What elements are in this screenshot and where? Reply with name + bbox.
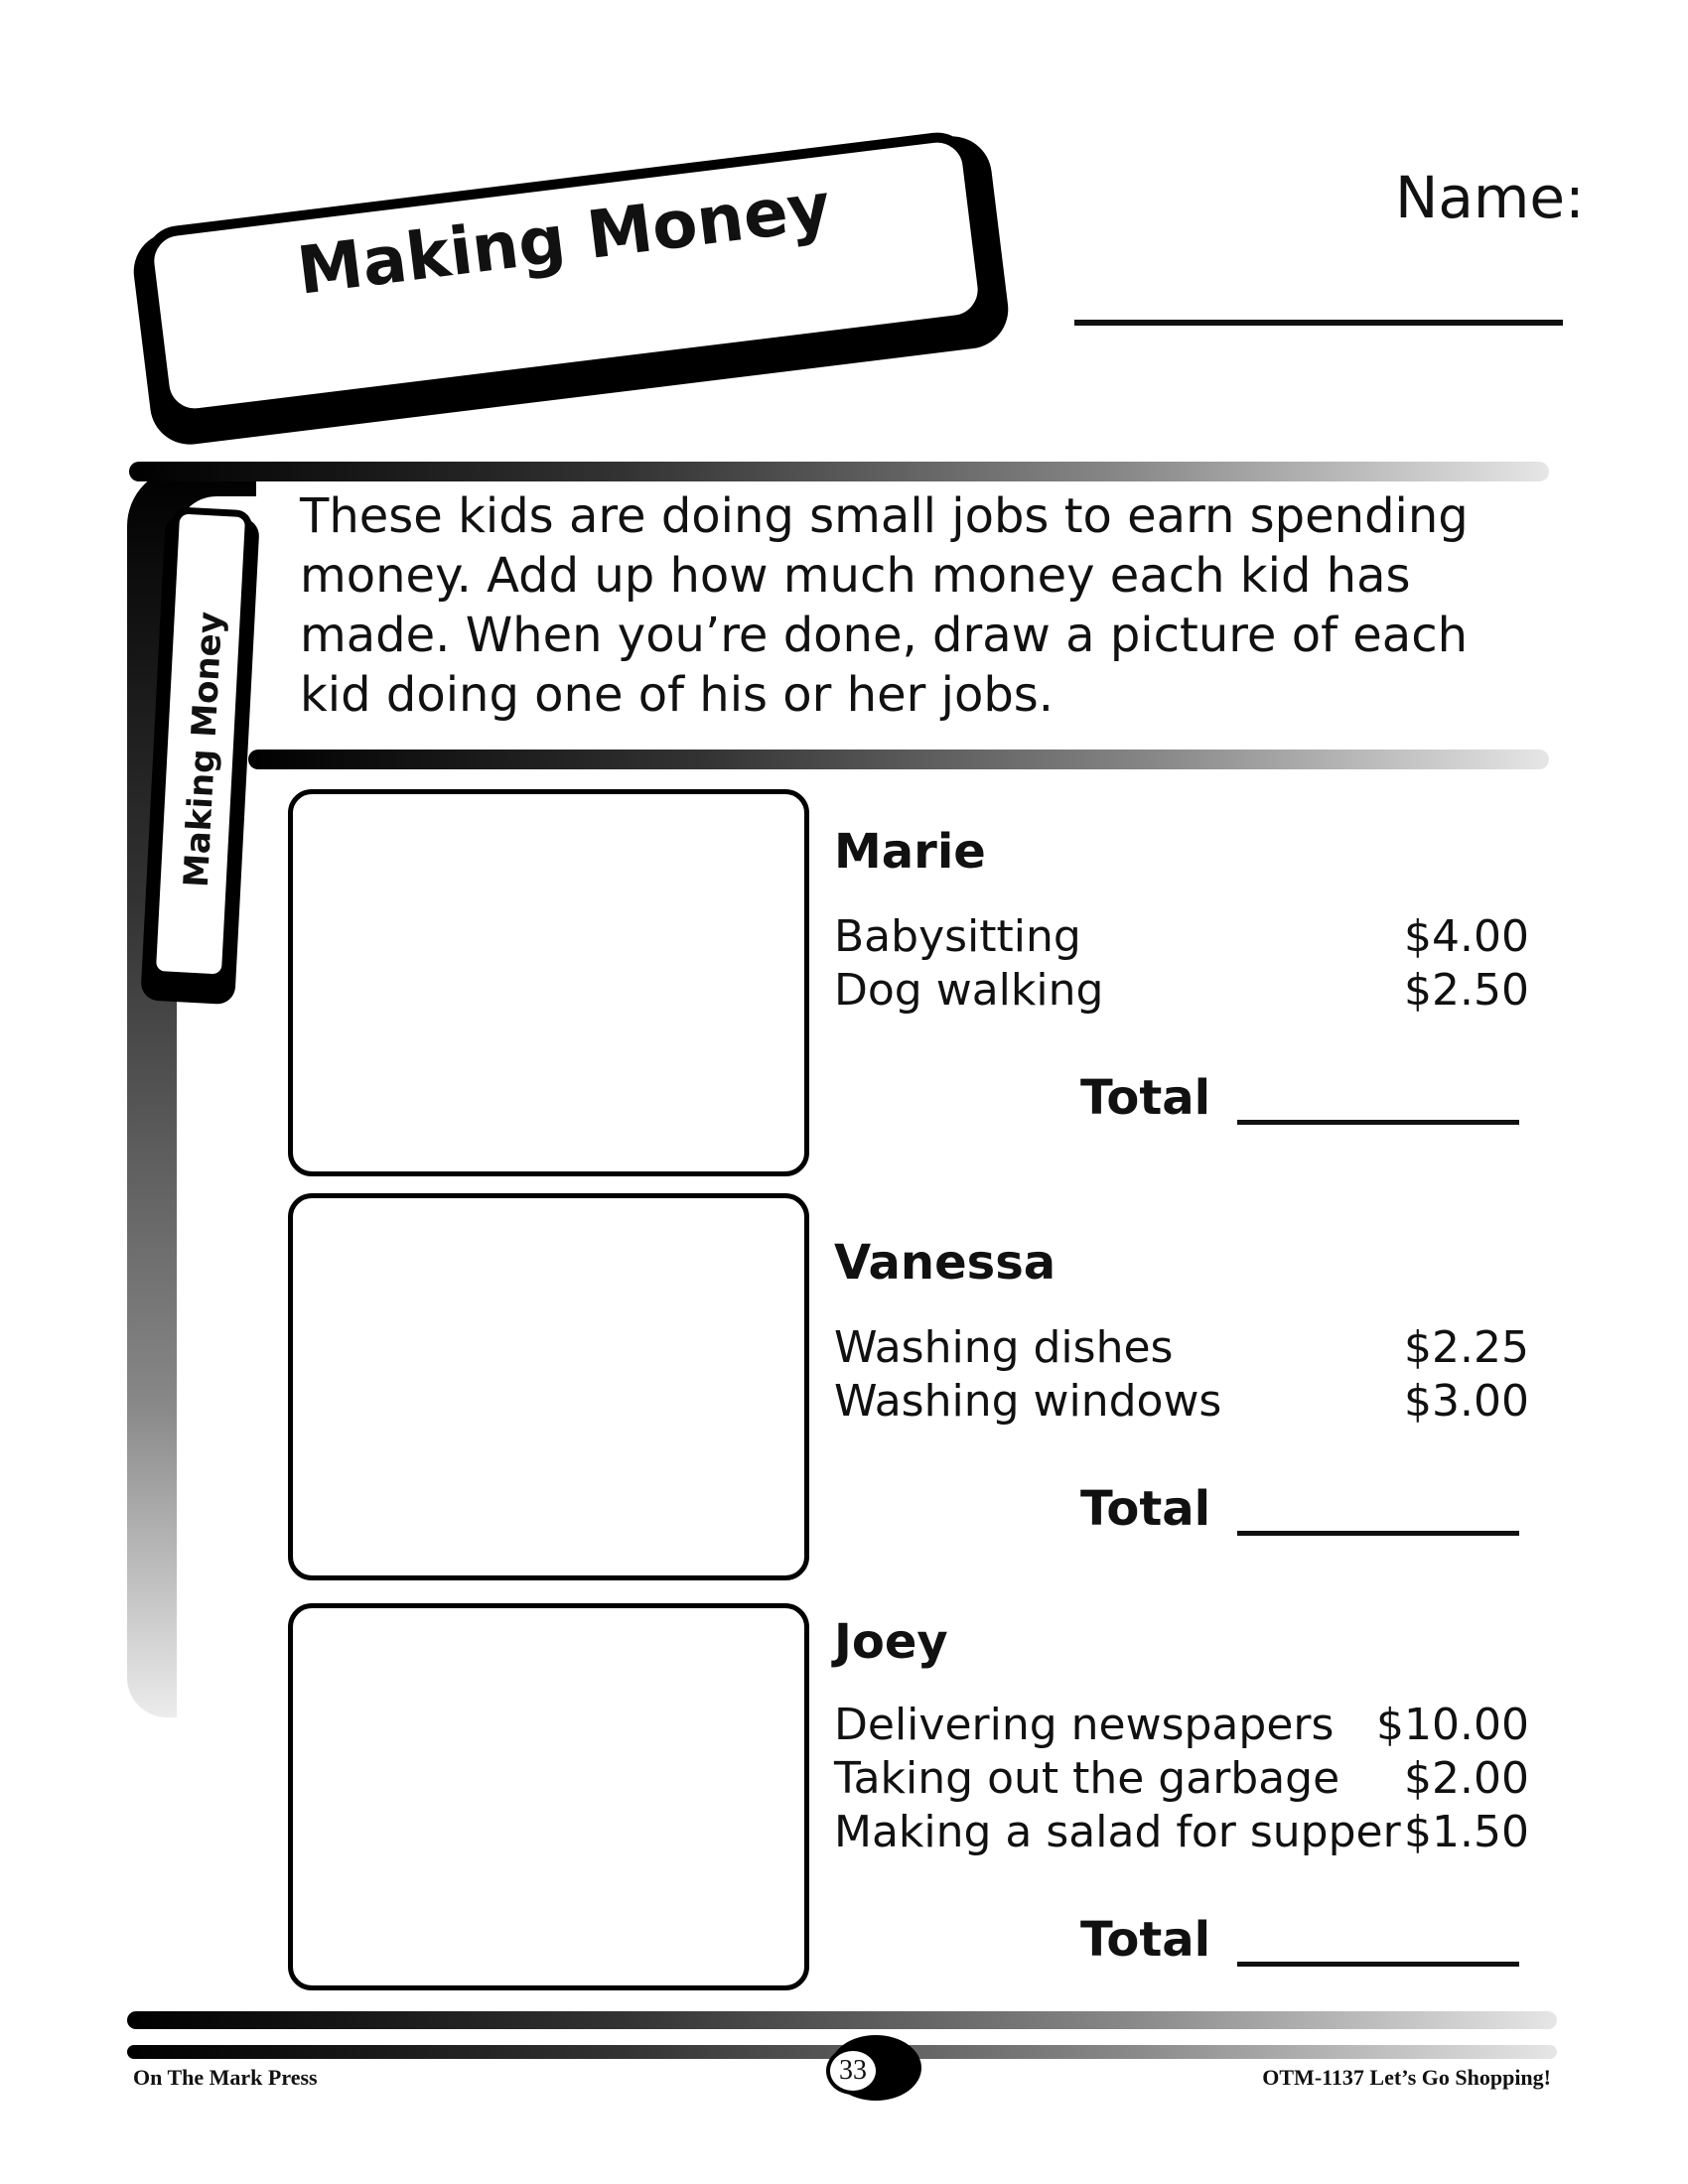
kid-name: Vanessa: [834, 1235, 1056, 1291]
kid-name: Marie: [834, 824, 986, 880]
footer-book-title: OTM-1137 Let’s Go Shopping!: [1262, 2065, 1551, 2090]
job-label: Delivering newspapers: [834, 1700, 1335, 1750]
total-label: Total: [1080, 1912, 1211, 1968]
job-amount: $4.00: [1404, 911, 1529, 962]
job-amount: $2.25: [1404, 1322, 1529, 1373]
total-answer-line-vanessa[interactable]: [1237, 1531, 1519, 1536]
job-row: [834, 965, 1529, 1019]
kid-name: Joey: [834, 1614, 948, 1670]
side-tab-label: Making Money: [176, 611, 231, 888]
job-amount: $3.00: [1404, 1376, 1529, 1427]
job-label: Making a salad for supper: [834, 1807, 1401, 1857]
job-row: [834, 1807, 1529, 1860]
job-amount: $10.00: [1376, 1700, 1529, 1750]
total-label: Total: [1080, 1481, 1211, 1537]
footer-publisher: On The Mark Press: [133, 2065, 318, 2090]
job-label: Washing windows: [834, 1376, 1222, 1427]
divider-bar-middle: [248, 750, 1549, 769]
job-row: [834, 1376, 1529, 1430]
total-answer-line-joey[interactable]: [1237, 1962, 1519, 1967]
job-amount: $2.50: [1404, 965, 1529, 1016]
drawing-box-vanessa[interactable]: [288, 1193, 809, 1580]
page-number: 33: [826, 2047, 880, 2095]
instructions-text: These kids are doing small jobs to earn spending money. Add up how much money each kid has made. When you’re done, draw a picture of each kid doing one of his or her jobs.: [300, 488, 1469, 723]
job-row: [834, 1753, 1529, 1807]
drawing-box-joey[interactable]: [288, 1603, 809, 1990]
job-row: [834, 1322, 1529, 1376]
job-amount: $1.50: [1404, 1807, 1529, 1857]
footer-bar-top: [127, 2011, 1557, 2029]
job-label: Dog walking: [834, 965, 1104, 1016]
page-title: Making Money: [293, 168, 835, 310]
job-amount: $2.00: [1404, 1753, 1529, 1804]
name-field-line[interactable]: [1074, 320, 1563, 326]
drawing-box-marie[interactable]: [288, 789, 809, 1176]
name-label: Name:: [1395, 164, 1585, 231]
total-answer-line-marie[interactable]: [1237, 1120, 1519, 1125]
divider-bar-top: [129, 462, 1549, 481]
job-row: [834, 911, 1529, 965]
job-row: [834, 1700, 1529, 1753]
job-label: Taking out the garbage: [834, 1753, 1340, 1804]
total-label: Total: [1080, 1070, 1211, 1126]
job-label: Babysitting: [834, 911, 1081, 962]
job-label: Washing dishes: [834, 1322, 1174, 1373]
